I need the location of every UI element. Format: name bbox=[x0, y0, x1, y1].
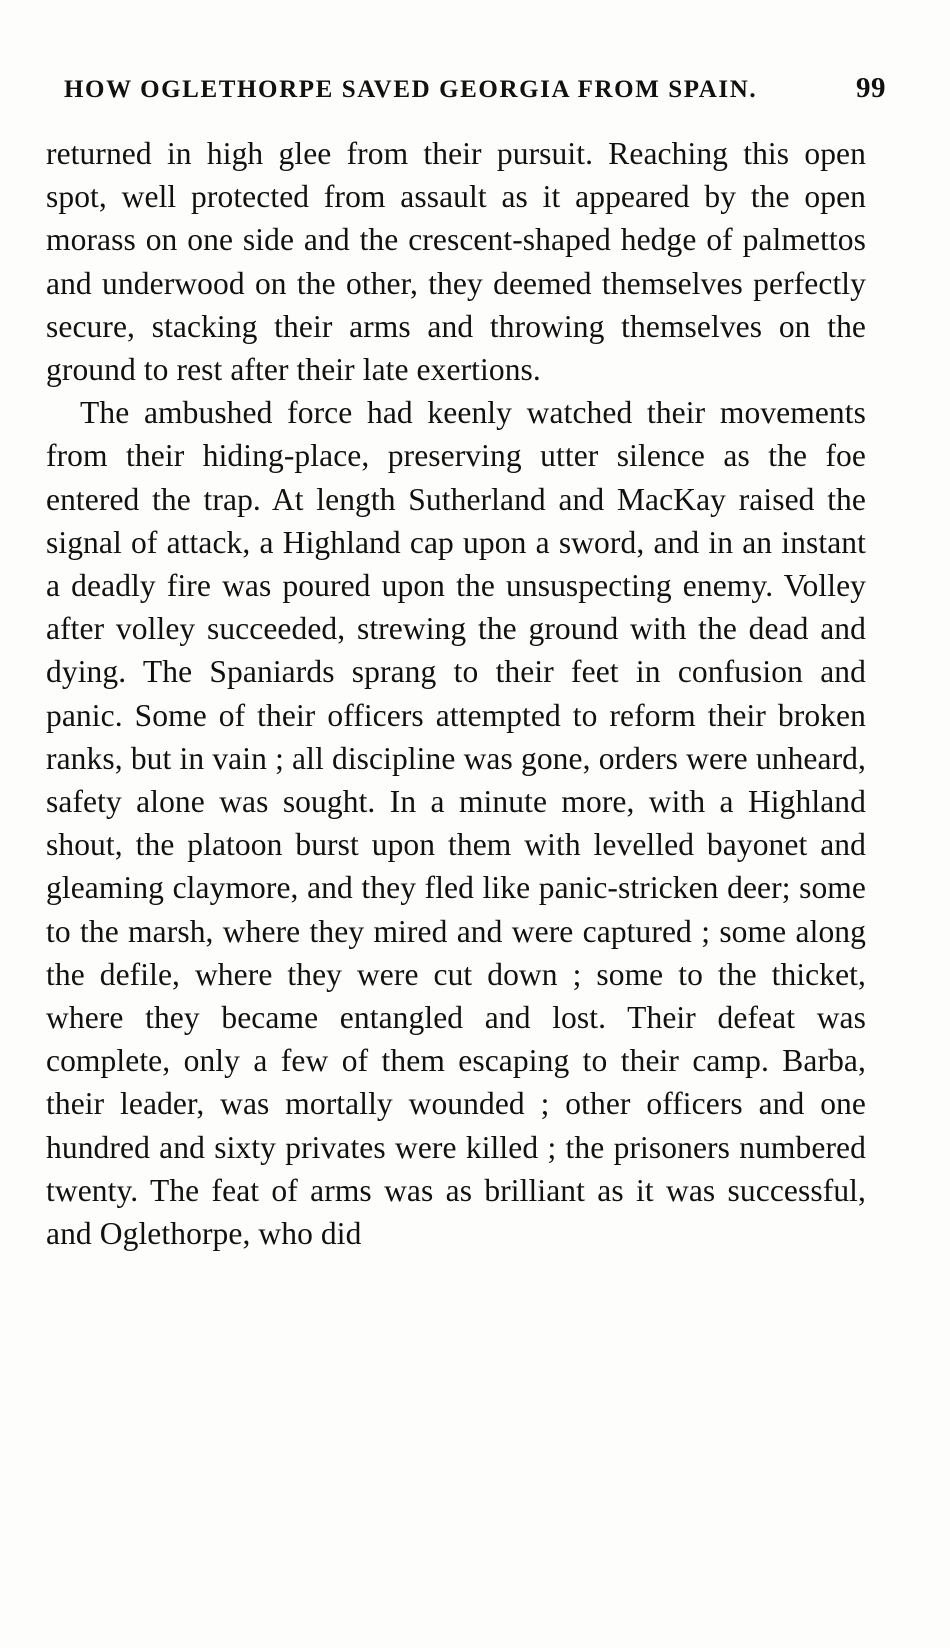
paragraph: The ambushed force had keenly watched their movements from their hiding-place, preserving utter silence as the foe entered the trap. At length Sutherland and MacKay raised the signal of attack, a Highland cap upon a sword, and in an instant a deadly fire was poured upon the unsuspecting enemy. Volley after volley succeeded, strewing the ground with the dead and dying. The Spaniards sprang to their feet in confusion and panic. Some of their officers attempted to reform their broken ranks, but in vain ; all discipline was gone, orders were unheard, safety alone was sought. In a minute more, with a Highland shout, the platoon burst upon them with levelled bayonet and gleaming claymore, and they fled like panic-stricken deer; some to the marsh, where they mired and were captured ; some along the defile, where they were cut down ; some to the thicket, where they became entangled and lost. Their defeat was complete, only a few of them escaping to their camp. Barba, their leader, was mortally wounded ; other officers and one hundred and sixty privates were killed ; the prisoners numbered twenty. The feat of arms was as brilliant as it was successful, and Oglethorpe, who did bbox=[46, 395, 866, 1252]
paragraph: returned in high glee from their pursuit. Reaching this open spot, well protected from assault as it appeared by the open morass on one side and the crescent-shaped hedge of palmettos and underwood on the other, they deemed themselves perfectly secure, stacking their arms and throwing themselves on the ground to rest after their late exertions. bbox=[46, 136, 866, 388]
running-head-title: HOW OGLETHORPE SAVED GEORGIA FROM SPAIN. bbox=[64, 76, 758, 103]
page-number: 99 bbox=[856, 72, 886, 104]
body-text bbox=[46, 132, 866, 1255]
running-head bbox=[64, 72, 886, 105]
